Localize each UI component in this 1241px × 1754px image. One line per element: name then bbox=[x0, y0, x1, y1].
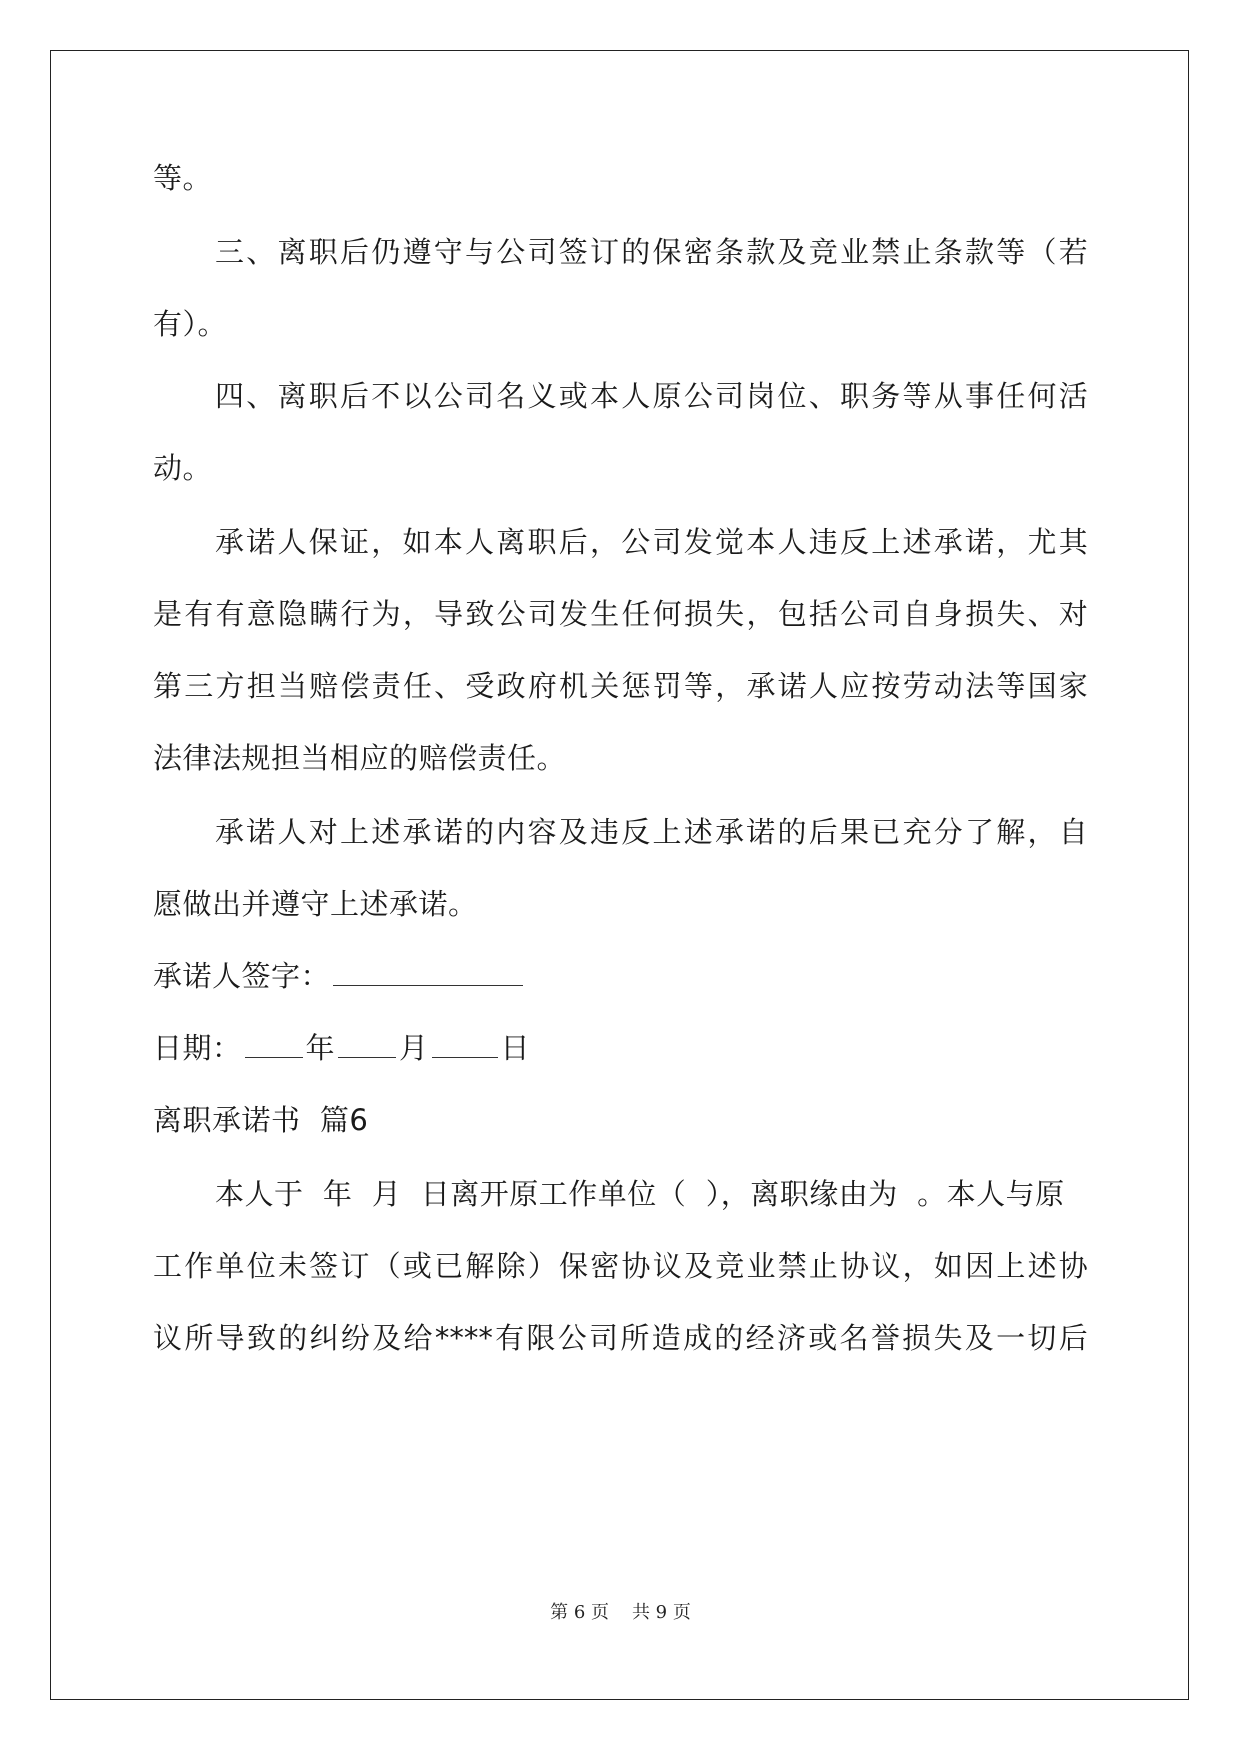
text-line: 等。 bbox=[153, 161, 213, 195]
page-footer: 第 6 页 共 9 页 bbox=[550, 1602, 691, 1623]
paragraph-line: 四 、 离 职 后 不 以 公 司 名 义 或 本 人 原 公 司 岗 位 、 职 务 等 从 事 任 何 活 bbox=[215, 379, 1088, 413]
paragraph-line: 三 、 离 职 后 仍 遵 守 与 公 司 签 订 的 保 密 条 款 及 竞 业 禁 止 条 款 等 （ 若 bbox=[215, 235, 1088, 269]
year-label: 年 bbox=[305, 1031, 336, 1065]
day-blank bbox=[432, 1033, 498, 1058]
section-heading: 离职承诺书 篇6 bbox=[153, 1103, 369, 1137]
date-row bbox=[153, 1028, 1088, 1068]
paragraph-line: 议 所 导 致 的 纠 纷 及 给 **** 有 限 公 司 所 造 成 的 经 济 或 名 誉 损 失 及 一 切 后 bbox=[153, 1321, 1088, 1355]
text-line: 动。 bbox=[153, 451, 213, 485]
text-line: 愿做出并遵守上述承诺。 bbox=[153, 887, 478, 921]
month-blank bbox=[338, 1033, 396, 1058]
month-label: 月 bbox=[399, 1031, 429, 1065]
text-line: 有）。 bbox=[153, 307, 228, 341]
paragraph-line: 本人于 年 月 日离开原工作单位（ ），离职缘由为 。本人与原 bbox=[215, 1177, 1065, 1211]
signature-label: 承诺人签字： bbox=[153, 959, 331, 993]
paragraph-line: 是 有 有 意 隐 瞒 行 为 ， 导 致 公 司 发 生 任 何 损 失 ， 包 括 公 司 自 身 损 失 、 对 bbox=[153, 597, 1088, 631]
date-label: 日期： bbox=[153, 1031, 242, 1065]
text-line: 法律法规担当相应的赔偿责任。 bbox=[153, 741, 567, 775]
year-blank bbox=[245, 1033, 303, 1058]
paragraph-line: 第 三 方 担 当 赔 偿 责 任 、 受 政 府 机 关 惩 罚 等 ， 承 诺 人 应 按 劳 动 法 等 国 家 bbox=[153, 669, 1088, 703]
signature-blank bbox=[333, 961, 523, 986]
day-label: 日 bbox=[500, 1031, 531, 1065]
paragraph-line: 承 诺 人 对 上 述 承 诺 的 内 容 及 违 反 上 述 承 诺 的 后 果 已 充 分 了 解 ， 自 bbox=[215, 815, 1088, 849]
signature-row bbox=[153, 956, 1088, 996]
page-frame bbox=[50, 50, 1189, 1700]
paragraph-line: 工 作 单 位 未 签 订 （ 或 已 解 除 ） 保 密 协 议 及 竞 业 禁 止 协 议 ， 如 因 上 述 协 bbox=[153, 1249, 1088, 1283]
paragraph-line: 承 诺 人 保 证 ， 如 本 人 离 职 后 ， 公 司 发 觉 本 人 违 反 上 述 承 诺 ， 尤 其 bbox=[215, 525, 1088, 559]
